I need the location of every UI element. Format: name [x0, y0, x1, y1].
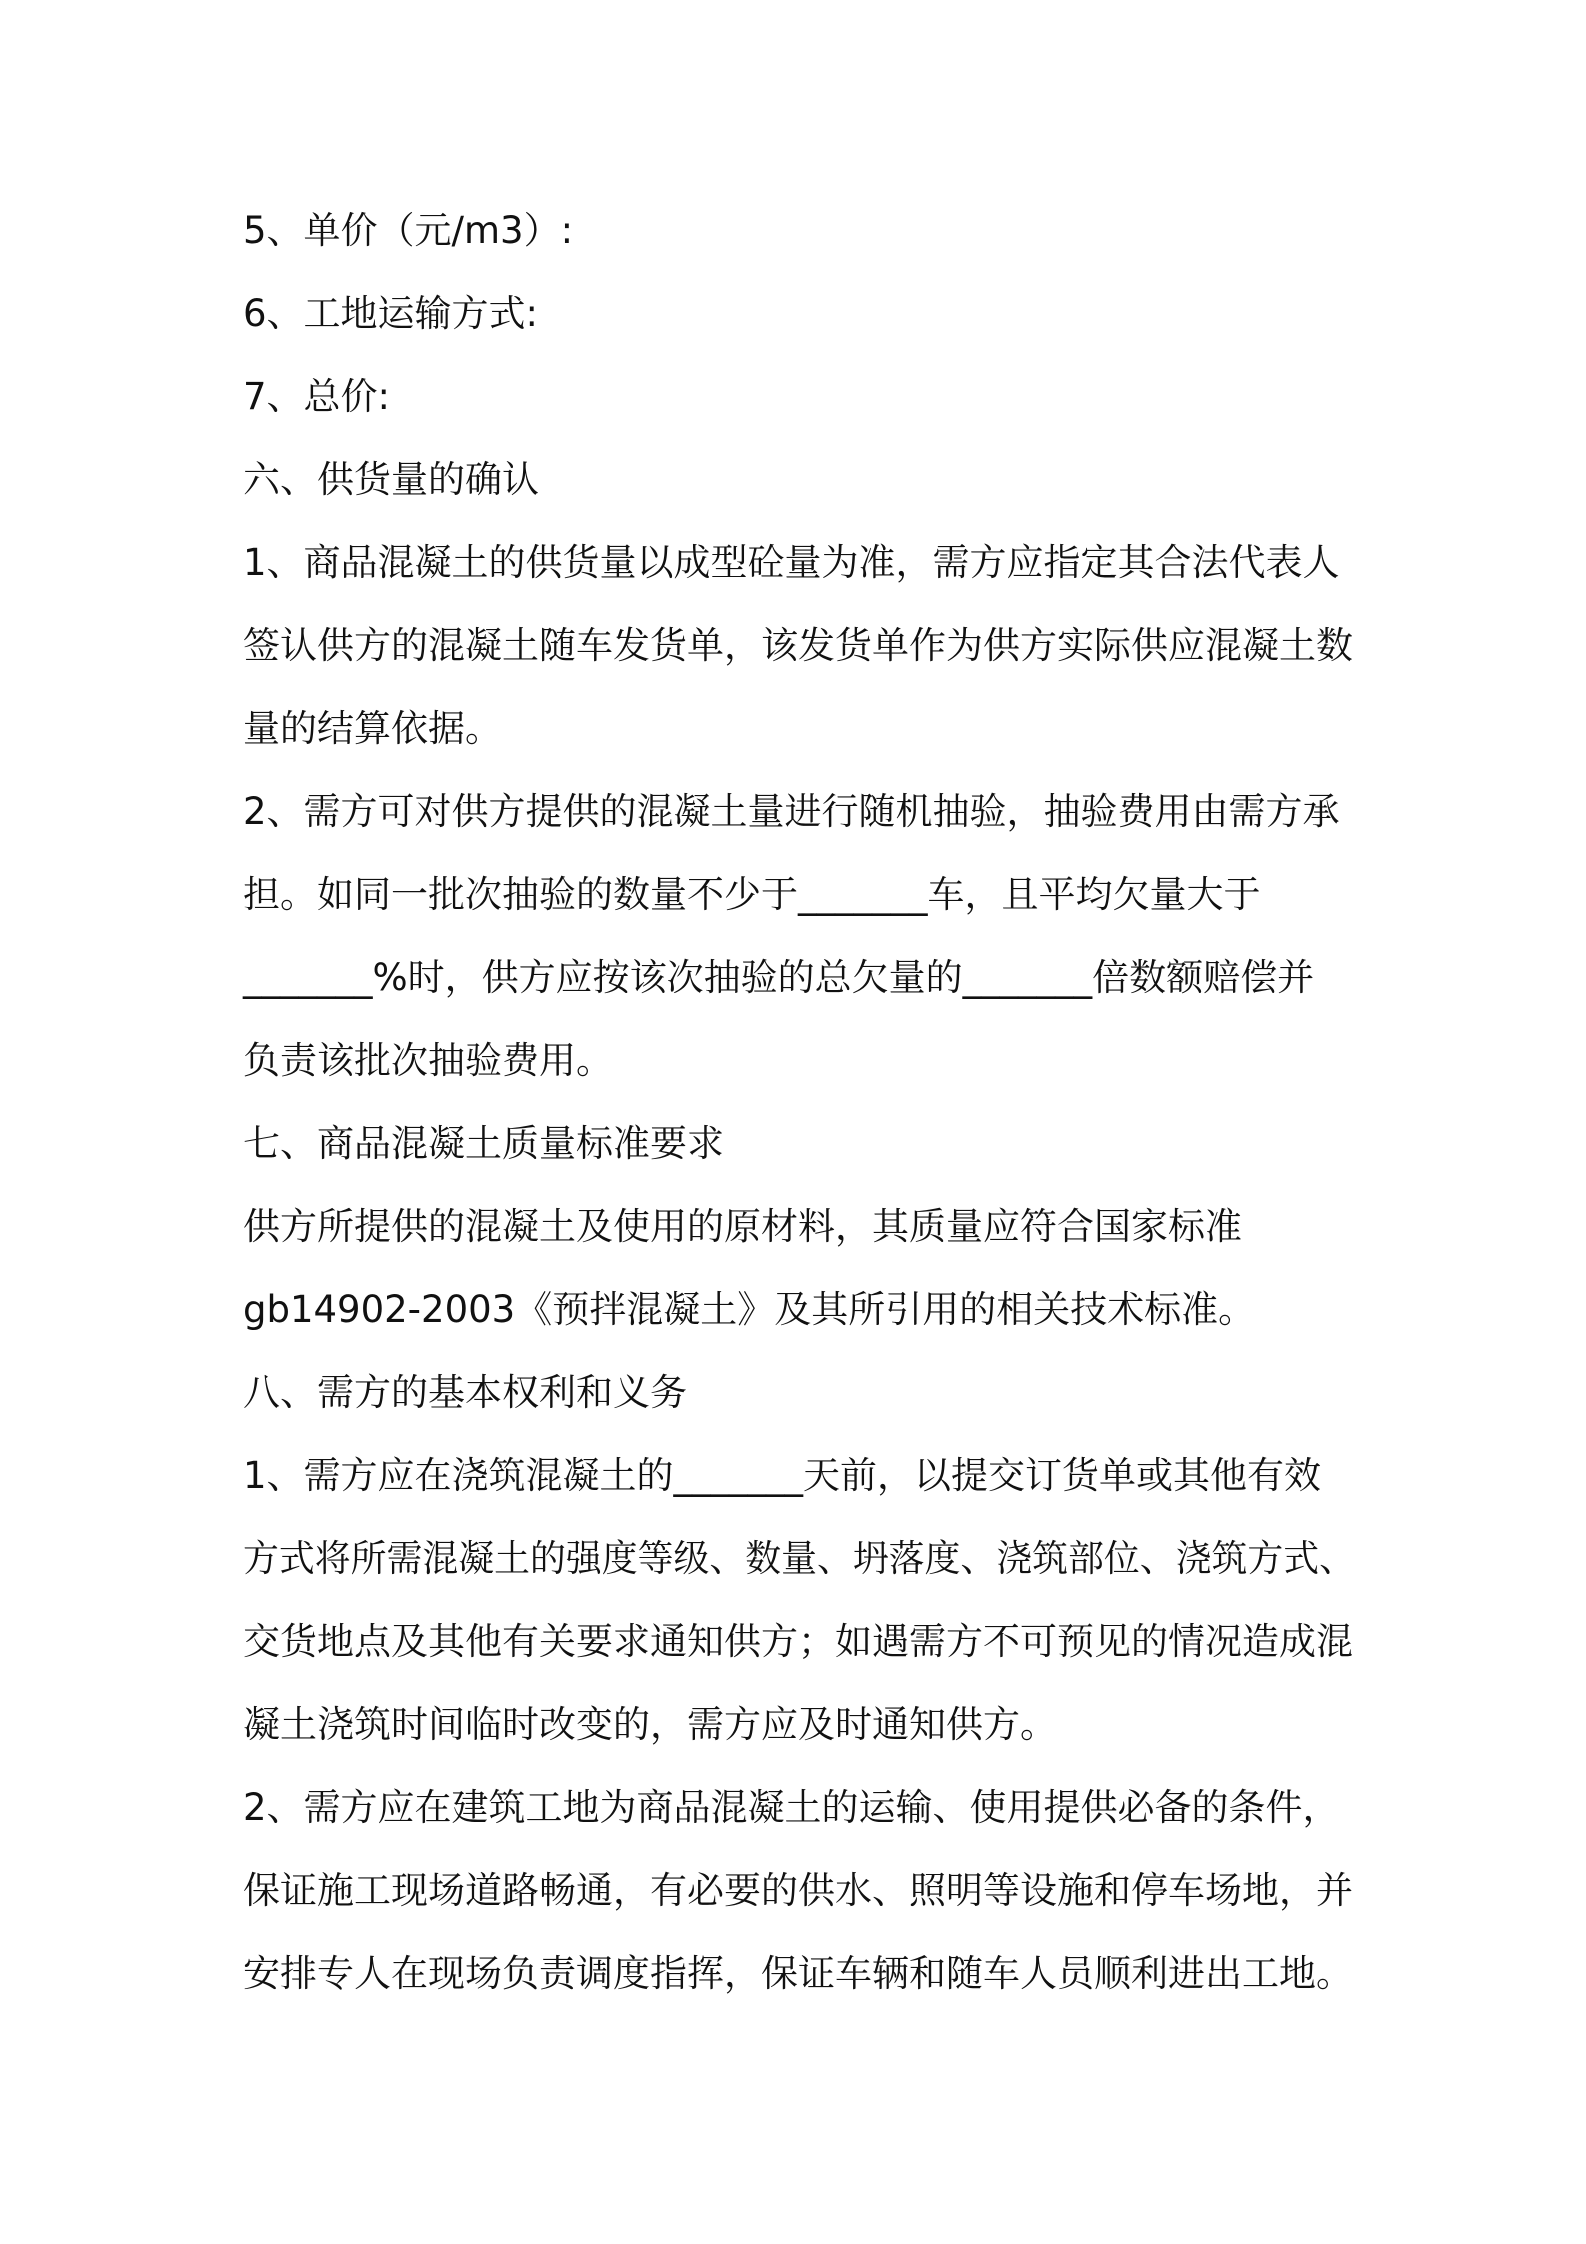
- text-line: 5、单价（元/m3）:: [243, 209, 574, 252]
- text-line: gb14902-2003《预拌混凝土》及其所引用的相关技术标准。: [243, 1288, 1256, 1331]
- text-line: 签认供方的混凝土随车发货单，该发货单作为供方实际供应混凝土数: [243, 624, 1353, 667]
- text-line: 安排专人在现场负责调度指挥，保证车辆和随车人员顺利进出工地。: [243, 1952, 1353, 1995]
- text-line: 7、总价:: [243, 375, 391, 418]
- text-line: 1、商品混凝土的供货量以成型砼量为准，需方应指定其合法代表人: [243, 541, 1340, 584]
- text-line: 保证施工现场道路畅通，有必要的供水、照明等设施和停车场地，并: [243, 1869, 1353, 1912]
- section-heading: 七、商品混凝土质量标准要求: [243, 1122, 724, 1165]
- text-line: 方式将所需混凝土的强度等级、数量、坍落度、浇筑部位、浇筑方式、: [243, 1537, 1356, 1580]
- text-line: 2、需方应在建筑工地为商品混凝土的运输、使用提供必备的条件，: [243, 1786, 1340, 1829]
- text-line: 凝土浇筑时间临时改变的，需方应及时通知供方。: [243, 1703, 1057, 1746]
- text-line: 1、需方应在浇筑混凝土的_______天前，以提交订货单或其他有效: [243, 1454, 1322, 1497]
- text-line: 量的结算依据。: [243, 707, 502, 750]
- text-line: 6、工地运输方式:: [243, 292, 539, 335]
- text-line: 负责该批次抽验费用。: [243, 1039, 613, 1082]
- text-line: 2、需方可对供方提供的混凝土量进行随机抽验，抽验费用由需方承: [243, 790, 1340, 833]
- text-line: 供方所提供的混凝土及使用的原材料，其质量应符合国家标准: [243, 1205, 1242, 1248]
- text-line: 担。如同一批次抽验的数量不少于_______车，且平均欠量大于: [243, 873, 1261, 916]
- text-line: _______%时，供方应按该次抽验的总欠量的_______倍数额赔偿并: [243, 956, 1315, 999]
- section-heading: 六、供货量的确认: [243, 458, 539, 501]
- text-line: 交货地点及其他有关要求通知供方；如遇需方不可预见的情况造成混: [243, 1620, 1353, 1663]
- section-heading: 八、需方的基本权利和义务: [243, 1371, 687, 1414]
